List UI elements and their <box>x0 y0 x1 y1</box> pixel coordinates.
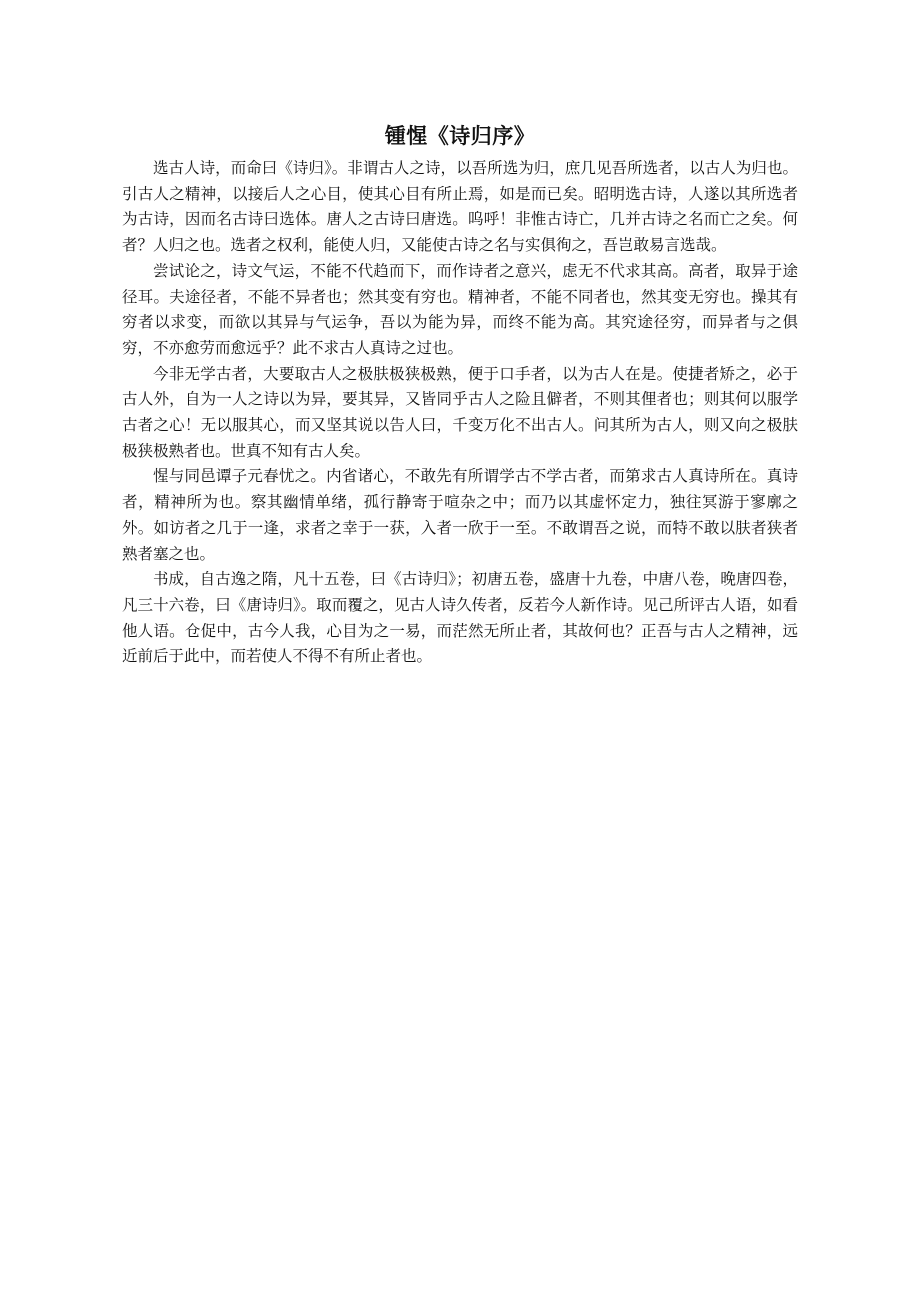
paragraph-1: 选古人诗，而命曰《诗归》。非谓古人之诗，以吾所选为归，庶几见吾所选者，以古人为归也。引古人之精神，以接后人之心目，使其心目有所止焉，如是而已矣。昭明选古诗，人遂以其所选者为古诗，因而名古诗曰选体。唐人之古诗曰唐选。呜呼！非惟古诗亡，几并古诗之名而亡之矣。何者？人归之也。选者之权利，能使人归，又能使古诗之名与实俱徇之，吾岂敢易言选哉。 <box>122 159 798 255</box>
paragraph-5: 书成，自古逸之隋，凡十五卷，曰《古诗归》；初唐五卷，盛唐十九卷，中唐八卷，晚唐四卷，凡三十六卷，曰《唐诗归》。取而覆之，见古人诗久传者，反若今人新作诗。见己所评古人语，如看他人语。仓促中，古今人我，心目为之一易，而茫然无所止者，其故何也？正吾与古人之精神，远近前后于此中，而若使人不得不有所止者也。 <box>122 570 798 666</box>
paragraph-4: 惺与同邑谭子元春忧之。内省诸心，不敢先有所谓学古不学古者，而第求古人真诗所在。真诗者，精神所为也。察其幽情单绪，孤行静寄于喧杂之中；而乃以其虚怀定力，独往冥游于寥廓之外。如访者之几于一逢，求者之幸于一获，入者一欣于一至。不敢谓吾之说，而特不敢以肤者狭者熟者塞之也。 <box>122 467 798 563</box>
paragraph-2: 尝试论之，诗文气运，不能不代趋而下，而作诗者之意兴，虑无不代求其高。高者，取异于途径耳。夫途径者，不能不异者也；然其变有穷也。精神者，不能不同者也，然其变无穷也。操其有穷者以求变，而欲以其异与气运争，吾以为能为异，而终不能为高。其究途径穷，而异者与之俱穷，不亦愈劳而愈远乎？此不求古人真诗之过也。 <box>122 261 798 357</box>
document-page <box>122 118 798 670</box>
paragraph-3: 今非无学古者，大要取古人之极肤极狭极熟，便于口手者，以为古人在是。使捷者矫之，必于古人外，自为一人之诗以为异，要其异，又皆同乎古人之险且僻者，不则其俚者也；则其何以服学古者之心！无以服其心，而又坚其说以告人曰，千变万化不出古人。问其所为古人，则又向之极肤极狭极熟者也。世真不知有古人矣。 <box>122 364 798 460</box>
document-title: 锺惺《诗归序》 <box>384 123 536 148</box>
